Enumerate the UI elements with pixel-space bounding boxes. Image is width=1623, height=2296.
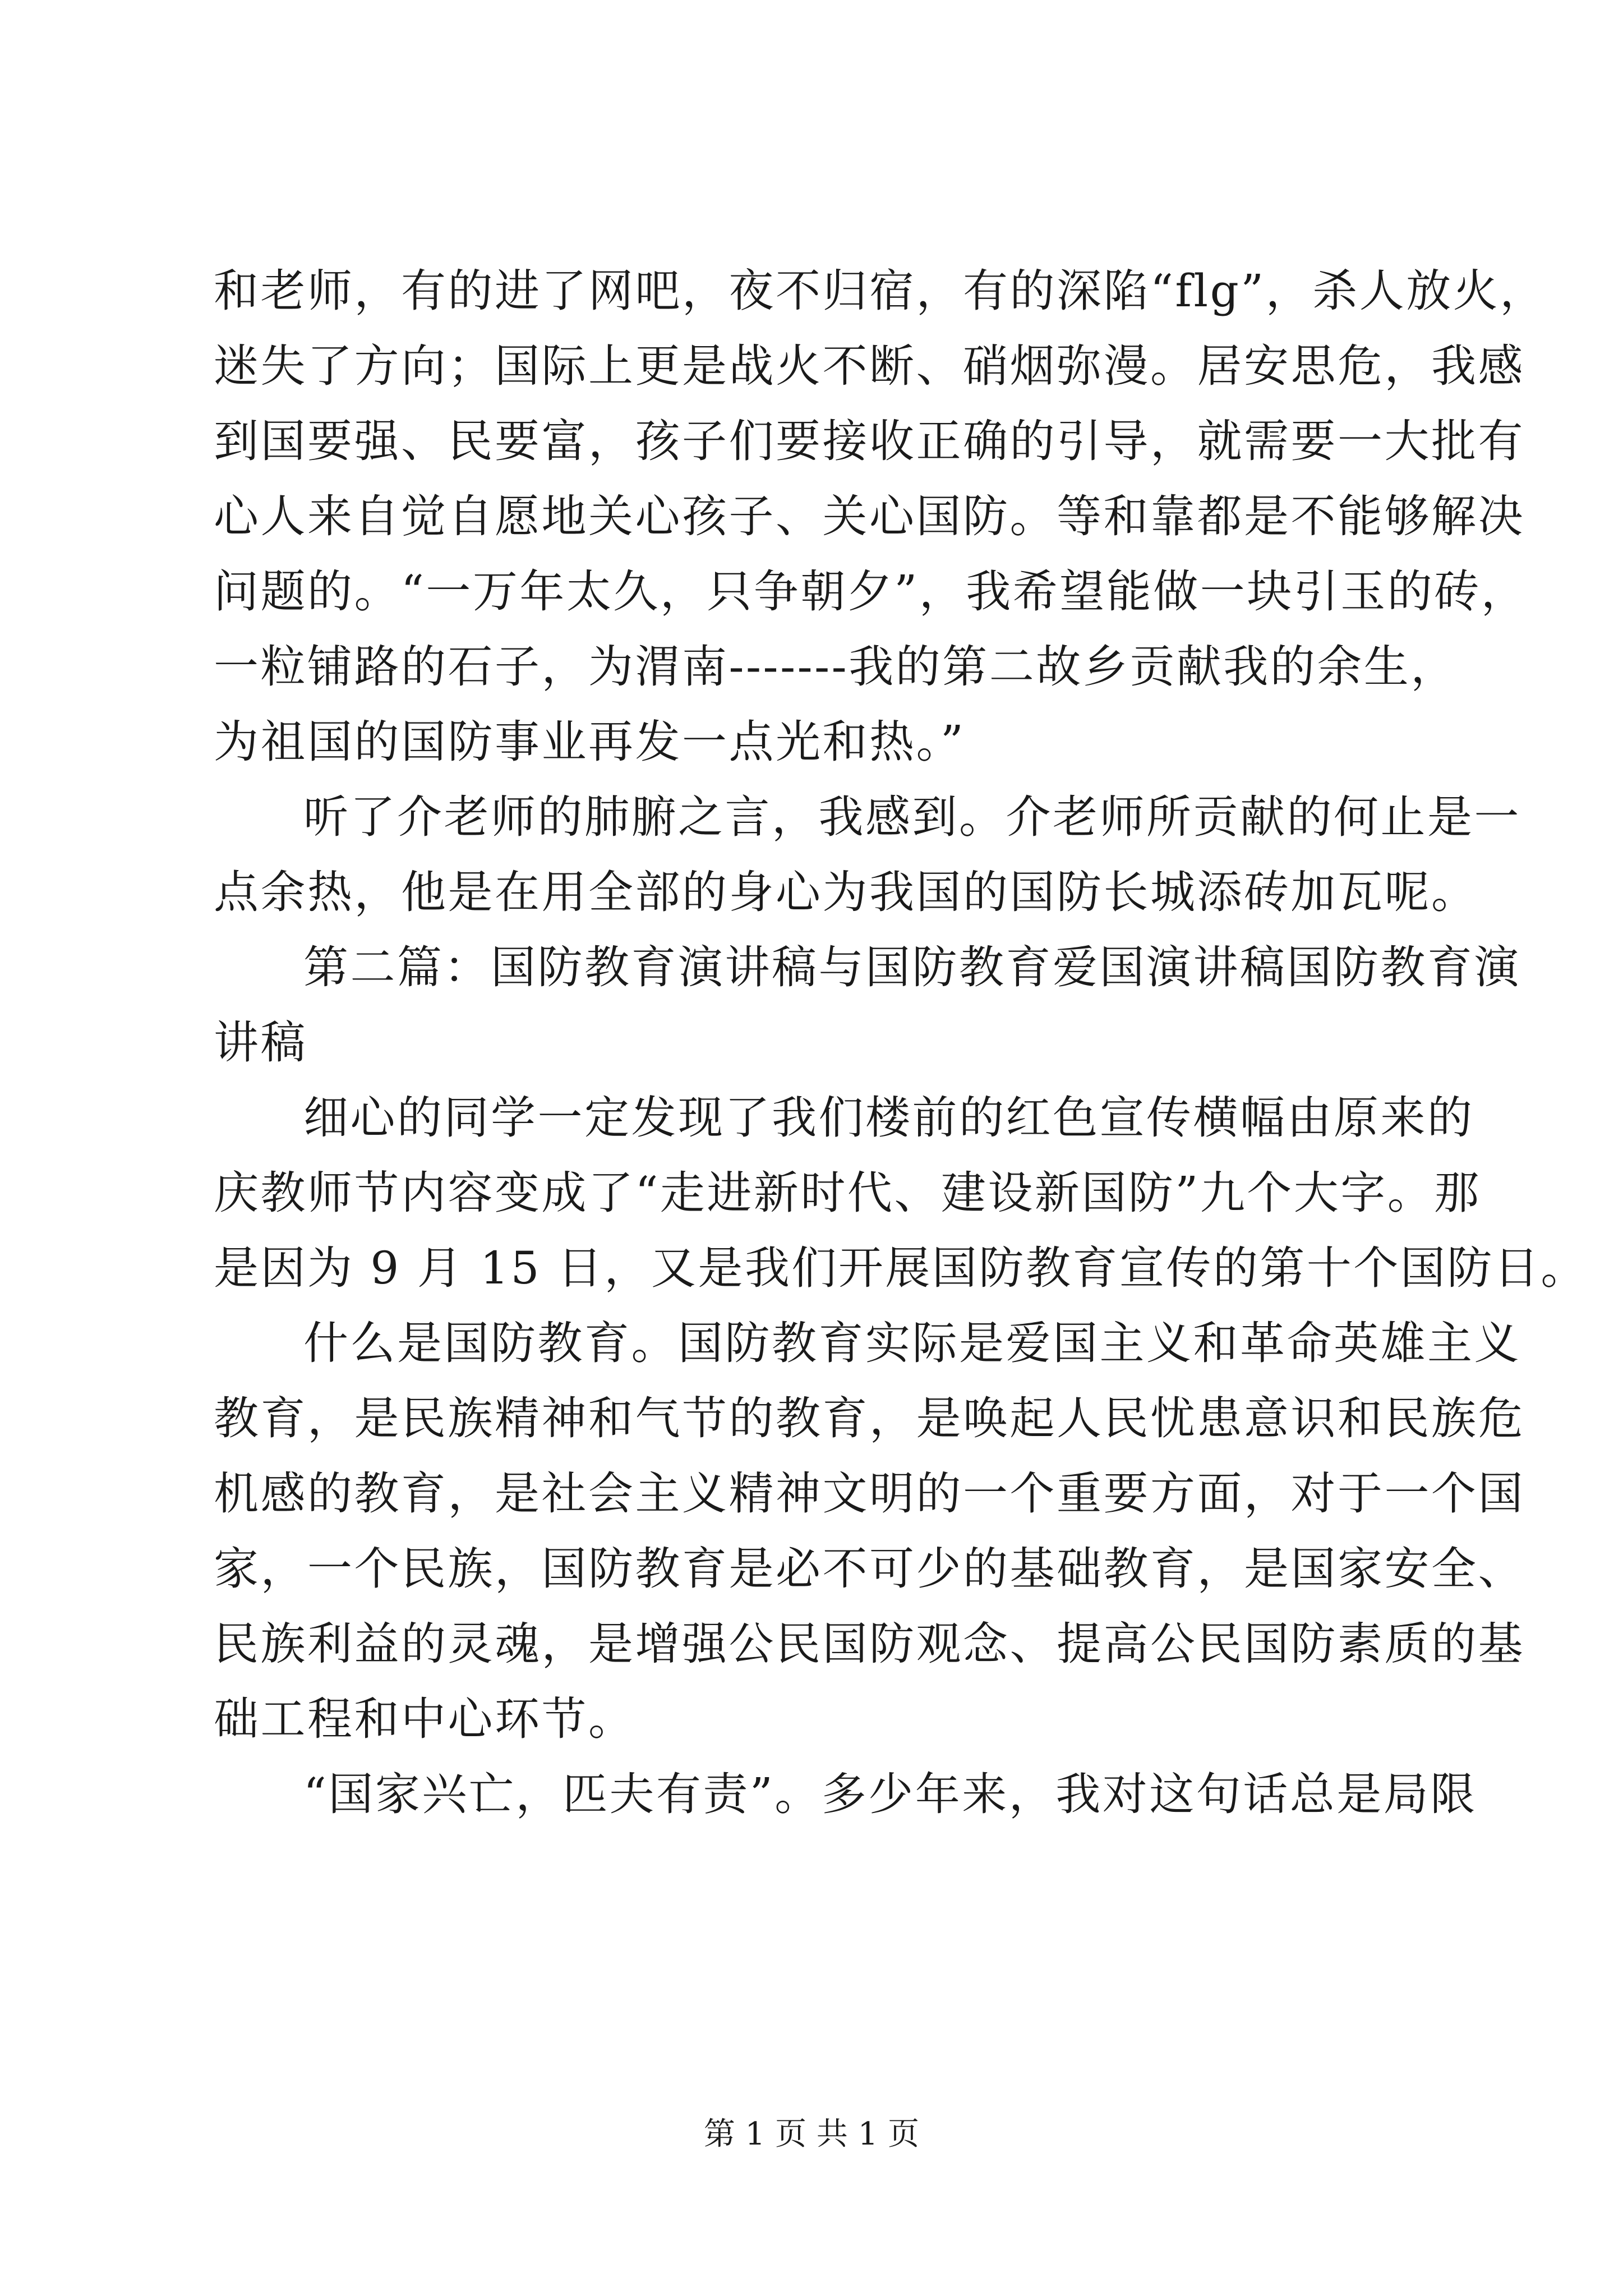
section-heading-line-11: 讲稿 bbox=[214, 1016, 307, 1069]
text-line-20: 础工程和中心环节。 bbox=[214, 1693, 635, 1745]
page-footer: 第 1 页 共 1 页 bbox=[703, 2116, 920, 2152]
text-line-18: 家，一个民族，国防教育是必不可少的基础教育，是国家安全、 bbox=[214, 1543, 1525, 1595]
paragraph-start-line-15: 什么是国防教育。国防教育实际是爱国主义和革命英雄主义 bbox=[303, 1317, 1521, 1369]
text-line-7: 为祖国的国防事业再发一点光和热。” bbox=[214, 716, 966, 768]
section-heading-line-10: 第二篇：国防教育演讲稿与国防教育爱国演讲稿国防教育演 bbox=[303, 941, 1521, 993]
text-line-2: 迷失了方向；国际上更是战火不断、硝烟弥漫。居安思危，我感 bbox=[214, 340, 1525, 392]
text-line-17: 机感的教育，是社会主义精神文明的一个重要方面，对于一个国 bbox=[214, 1467, 1525, 1520]
text-line-3: 到国要强、民要富，孩子们要接收正确的引导，就需要一大批有 bbox=[214, 415, 1525, 467]
text-line-19: 民族利益的灵魂，是增强公民国防观念、提高公民国防素质的基 bbox=[214, 1618, 1525, 1670]
text-line-14: 是因为 9 月 15 日，又是我们开展国防教育宣传的第十个国防日。 bbox=[214, 1242, 1588, 1294]
paragraph-start-line-12: 细心的同学一定发现了我们楼前的红色宣传横幅由原来的 bbox=[303, 1092, 1474, 1144]
text-line-16: 教育，是民族精神和气节的教育，是唤起人民忧患意识和民族危 bbox=[214, 1392, 1525, 1444]
text-line-5: 问题的。“一万年太久，只争朝夕”，我希望能做一块引玉的砖， bbox=[214, 565, 1528, 618]
text-line-1: 和老师，有的进了网吧，夜不归宿，有的深陷“flg”，杀人放火， bbox=[214, 265, 1547, 317]
text-line-6: 一粒铺路的石子，为渭南-------我的第二故乡贡献我的余生， bbox=[214, 641, 1458, 693]
text-line-13: 庆教师节内容变成了“走进新时代、建设新国防”九个大字。那 bbox=[214, 1167, 1481, 1219]
text-line-9: 点余热，他是在用全部的身心为我国的国防长城添砖加瓦呢。 bbox=[214, 866, 1478, 918]
paragraph-start-line-21: “国家兴亡，匹夫有责”。多少年来，我对这句话总是局限 bbox=[303, 1768, 1477, 1820]
paragraph-start-line-8: 听了介老师的肺腑之言，我感到。介老师所贡献的何止是一 bbox=[303, 791, 1521, 843]
text-line-4: 心人来自觉自愿地关心孩子、关心国防。等和靠都是不能够解决 bbox=[214, 490, 1525, 542]
document-body bbox=[214, 254, 1588, 1832]
